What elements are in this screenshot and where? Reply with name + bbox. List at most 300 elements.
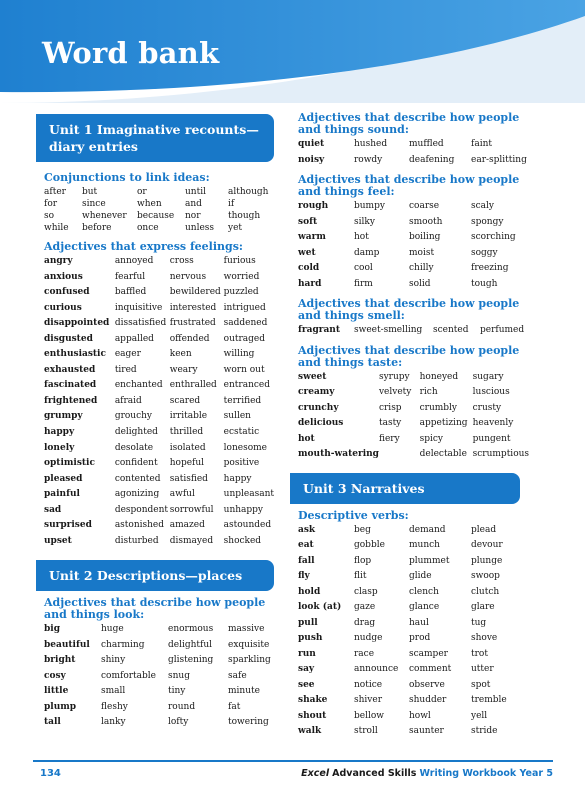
word: coarse bbox=[409, 201, 440, 211]
word: grouchy bbox=[114, 411, 153, 422]
word: yet bbox=[228, 223, 243, 233]
word: tiny bbox=[168, 686, 186, 697]
footer-book-title bbox=[301, 768, 553, 779]
word: once bbox=[137, 223, 159, 233]
word-row bbox=[44, 365, 274, 381]
word: scrumptious bbox=[472, 449, 530, 459]
taste-table bbox=[298, 372, 530, 465]
word-row bbox=[298, 248, 530, 264]
word: glide bbox=[409, 571, 432, 581]
word: unpleasant bbox=[223, 489, 274, 500]
headword: delicious bbox=[298, 418, 344, 428]
word: round bbox=[168, 701, 196, 712]
word: rowdy bbox=[354, 154, 383, 165]
footer-series: Advanced Skills bbox=[332, 768, 417, 779]
word: howl bbox=[409, 710, 431, 721]
headword: see bbox=[298, 679, 315, 690]
headword: creamy bbox=[298, 387, 335, 397]
word: towering bbox=[228, 717, 269, 728]
headword: exhausted bbox=[44, 364, 96, 375]
word-row bbox=[298, 711, 530, 727]
headword: mouth-watering bbox=[298, 449, 379, 459]
headword: crunchy bbox=[298, 402, 339, 413]
word: awful bbox=[169, 489, 195, 500]
word: huge bbox=[101, 624, 124, 635]
word: offended bbox=[169, 333, 210, 344]
word: bellow bbox=[354, 710, 384, 721]
headword: shout bbox=[298, 710, 327, 721]
word: delectable bbox=[419, 449, 467, 459]
headword: hard bbox=[298, 278, 322, 289]
word: deafening bbox=[409, 154, 455, 165]
word-row bbox=[44, 411, 274, 427]
word-row bbox=[44, 489, 274, 505]
word-row bbox=[44, 303, 274, 319]
word: despondent bbox=[114, 504, 168, 515]
word: glance bbox=[409, 602, 440, 612]
word: saunter bbox=[409, 726, 444, 736]
headword: run bbox=[298, 648, 316, 659]
word-row bbox=[298, 602, 530, 618]
word: but bbox=[82, 187, 98, 197]
word: shocked bbox=[223, 535, 262, 546]
sound-table bbox=[298, 139, 530, 170]
word: beg bbox=[354, 524, 371, 535]
headword: cosy bbox=[44, 670, 66, 681]
headword: fragrant bbox=[298, 325, 341, 335]
word-row bbox=[44, 640, 274, 656]
word-row bbox=[44, 256, 274, 272]
headword: sad bbox=[44, 504, 62, 515]
word-row bbox=[298, 325, 530, 341]
word-row bbox=[44, 443, 274, 459]
word: if bbox=[228, 199, 235, 209]
word: announce bbox=[354, 664, 399, 674]
headword: plump bbox=[44, 701, 77, 712]
headword: frightened bbox=[44, 395, 98, 406]
word: clutch bbox=[471, 586, 500, 597]
word: astounded bbox=[223, 520, 272, 531]
word-row bbox=[44, 671, 274, 687]
word: dismayed bbox=[169, 535, 214, 546]
word: tasty bbox=[378, 418, 402, 428]
headword: upset bbox=[44, 535, 72, 546]
word: honeyed bbox=[419, 371, 459, 382]
word-row bbox=[44, 624, 274, 640]
word: since bbox=[82, 199, 106, 209]
word: terrified bbox=[223, 395, 262, 406]
word: or bbox=[137, 187, 147, 197]
word: clasp bbox=[354, 586, 378, 597]
headword: rough bbox=[298, 201, 329, 211]
word-row bbox=[44, 396, 274, 412]
word: trot bbox=[471, 648, 488, 659]
left-column bbox=[44, 108, 274, 733]
word: weary bbox=[169, 364, 198, 375]
verbs-heading: Descriptive verbs: bbox=[298, 508, 409, 522]
word: race bbox=[354, 648, 375, 659]
word-row bbox=[44, 686, 274, 702]
conjunctions-heading: Conjunctions to link ideas: bbox=[44, 171, 210, 184]
headword: painful bbox=[44, 489, 80, 500]
word: lanky bbox=[101, 717, 126, 728]
headword: quiet bbox=[298, 139, 325, 149]
word: worn out bbox=[223, 364, 265, 375]
word-row bbox=[298, 726, 530, 742]
word: flit bbox=[354, 571, 367, 581]
word: muffled bbox=[409, 139, 444, 149]
word: moist bbox=[409, 247, 435, 258]
word-row bbox=[298, 633, 530, 649]
word-row bbox=[44, 505, 274, 521]
word-row bbox=[298, 387, 530, 403]
word: notice bbox=[354, 679, 383, 690]
word: yell bbox=[471, 710, 488, 721]
word: scaly bbox=[471, 201, 494, 211]
unit-2-banner: Unit 2 Descriptions—places bbox=[36, 560, 274, 591]
word: fleshy bbox=[101, 701, 128, 712]
word: silky bbox=[354, 216, 375, 227]
word: positive bbox=[223, 458, 260, 469]
word: damp bbox=[354, 247, 380, 258]
word-row bbox=[298, 403, 530, 419]
right-column bbox=[298, 112, 530, 742]
word: fearful bbox=[114, 271, 146, 282]
word: massive bbox=[228, 624, 265, 635]
headword: bright bbox=[44, 655, 76, 666]
word-row bbox=[44, 380, 274, 396]
headword: beautiful bbox=[44, 639, 90, 650]
word: after bbox=[44, 187, 66, 197]
taste-heading: Adjectives that describe how people and things taste: bbox=[298, 343, 520, 369]
headword: fall bbox=[298, 555, 315, 566]
word-row bbox=[298, 664, 530, 680]
word-row bbox=[298, 155, 530, 171]
word-row bbox=[298, 263, 530, 279]
word: nudge bbox=[354, 633, 383, 643]
headword: cold bbox=[298, 263, 320, 273]
word-row bbox=[298, 139, 530, 155]
headword: say bbox=[298, 664, 315, 674]
word: hushed bbox=[354, 139, 388, 149]
word: tremble bbox=[471, 695, 507, 705]
word: baffled bbox=[114, 287, 147, 298]
word: spot bbox=[471, 679, 491, 690]
word: smooth bbox=[409, 216, 443, 227]
word-row bbox=[44, 427, 274, 443]
word: saddened bbox=[223, 318, 268, 329]
word: heavenly bbox=[472, 418, 514, 428]
word: shiny bbox=[101, 655, 126, 666]
word: fiery bbox=[378, 433, 400, 444]
word: observe bbox=[409, 679, 445, 690]
smell-heading: Adjectives that describe how people and things smell: bbox=[298, 297, 520, 322]
word: prod bbox=[409, 633, 431, 643]
word: interested bbox=[169, 302, 217, 313]
unit-1-banner: Unit 1 Imaginative recounts—diary entries bbox=[36, 114, 274, 162]
word: plunge bbox=[471, 555, 503, 566]
word: rich bbox=[419, 387, 438, 397]
word-row bbox=[298, 279, 530, 295]
word: tug bbox=[471, 617, 487, 628]
word: bumpy bbox=[354, 201, 385, 211]
feel-texture-heading: Adjectives that describe how people and things feel: bbox=[298, 173, 520, 198]
word: munch bbox=[409, 540, 440, 550]
word-row bbox=[44, 318, 274, 334]
word: luscious bbox=[472, 387, 510, 397]
word: glare bbox=[471, 602, 495, 612]
word-row bbox=[44, 187, 274, 199]
word: cool bbox=[354, 263, 373, 273]
word: for bbox=[44, 199, 58, 209]
word: sorrowful bbox=[169, 504, 214, 515]
word: freezing bbox=[471, 263, 509, 273]
word: tough bbox=[471, 278, 498, 289]
header-banner bbox=[0, 0, 585, 104]
footer-book: Writing Workbook Year 5 bbox=[419, 768, 553, 779]
feelings-table bbox=[44, 256, 274, 551]
word-row bbox=[44, 334, 274, 350]
word: minute bbox=[228, 686, 260, 697]
footer-rule bbox=[33, 760, 553, 762]
headword: enthusiastic bbox=[44, 349, 106, 360]
word-row bbox=[44, 272, 274, 288]
headword: disgusted bbox=[44, 333, 93, 344]
word: sweet-smelling bbox=[354, 325, 423, 335]
headword: grumpy bbox=[44, 411, 83, 422]
word: flop bbox=[354, 555, 372, 566]
word: irritable bbox=[169, 411, 208, 422]
headword: pull bbox=[298, 617, 318, 628]
word: unless bbox=[185, 223, 215, 233]
word-row bbox=[298, 434, 530, 450]
word: exquisite bbox=[228, 639, 270, 650]
headword: optimistic bbox=[44, 458, 95, 469]
word: whenever bbox=[82, 211, 127, 221]
word: nor bbox=[185, 211, 201, 221]
word: before bbox=[82, 223, 112, 233]
word: comfortable bbox=[101, 670, 156, 681]
headword: wet bbox=[298, 247, 316, 258]
headword: angry bbox=[44, 256, 73, 266]
footer-brand: Excel bbox=[301, 768, 330, 779]
word-row bbox=[298, 556, 530, 572]
word: when bbox=[137, 199, 162, 209]
word: ecstatic bbox=[223, 427, 260, 438]
headword: anxious bbox=[44, 271, 83, 282]
word-row bbox=[44, 211, 274, 223]
word: isolated bbox=[169, 442, 206, 453]
word: syrupy bbox=[378, 371, 410, 382]
word: delightful bbox=[168, 639, 213, 650]
headword: disappointed bbox=[44, 318, 110, 329]
word: safe bbox=[228, 670, 247, 681]
word: amazed bbox=[169, 520, 205, 531]
word: agonizing bbox=[114, 489, 160, 500]
word: firm bbox=[354, 278, 373, 289]
word-row bbox=[44, 349, 274, 365]
word-row bbox=[44, 199, 274, 211]
word: small bbox=[101, 686, 126, 697]
word: dissatisfied bbox=[114, 318, 167, 329]
word: solid bbox=[409, 278, 431, 289]
word: snug bbox=[168, 670, 190, 681]
word: utter bbox=[471, 664, 494, 674]
headword: pleased bbox=[44, 473, 83, 484]
word: enchanted bbox=[114, 380, 163, 391]
headword: tall bbox=[44, 717, 61, 728]
word-row bbox=[298, 540, 530, 556]
headword: eat bbox=[298, 540, 314, 550]
word-row bbox=[44, 655, 274, 671]
word: charming bbox=[101, 639, 145, 650]
word: sparkling bbox=[228, 655, 271, 666]
headword: ask bbox=[298, 524, 316, 535]
word-row bbox=[298, 587, 530, 603]
word: pungent bbox=[472, 433, 511, 444]
unit-3-banner: Unit 3 Narratives bbox=[290, 473, 520, 504]
word: happy bbox=[223, 473, 252, 484]
word: haul bbox=[409, 617, 429, 628]
word: crumbly bbox=[419, 402, 458, 413]
look-table bbox=[44, 624, 274, 733]
word: shudder bbox=[409, 695, 447, 705]
word: so bbox=[44, 211, 55, 221]
sound-heading: Adjectives that describe how people and things sound: bbox=[298, 111, 520, 136]
headword: big bbox=[44, 624, 61, 635]
word: confident bbox=[114, 458, 158, 469]
smell-table bbox=[298, 325, 530, 341]
word: bewildered bbox=[169, 287, 221, 298]
word: devour bbox=[471, 540, 503, 550]
word: appalled bbox=[114, 333, 154, 344]
headword: happy bbox=[44, 427, 75, 438]
word: shove bbox=[471, 633, 498, 643]
headword: noisy bbox=[298, 154, 325, 165]
word: chilly bbox=[409, 263, 434, 273]
word: drag bbox=[354, 617, 376, 628]
headword: push bbox=[298, 633, 323, 643]
word: sugary bbox=[472, 371, 504, 382]
word: intrigued bbox=[223, 302, 266, 313]
word: enthralled bbox=[169, 380, 217, 391]
word-row bbox=[44, 702, 274, 718]
headword: soft bbox=[298, 216, 318, 227]
word: enormous bbox=[168, 624, 214, 635]
word: until bbox=[185, 187, 206, 197]
word: plead bbox=[471, 524, 497, 535]
conjunctions-table bbox=[44, 187, 274, 235]
word: ear-splitting bbox=[471, 154, 527, 165]
headword: curious bbox=[44, 302, 82, 313]
word-row bbox=[298, 695, 530, 711]
word: because bbox=[137, 211, 175, 221]
word: spongy bbox=[471, 216, 504, 227]
word: swoop bbox=[471, 571, 500, 581]
word-row bbox=[44, 474, 274, 490]
word-row bbox=[44, 520, 274, 536]
headword: hold bbox=[298, 586, 321, 597]
word: scared bbox=[169, 395, 201, 406]
feelings-heading: Adjectives that express feelings: bbox=[44, 240, 243, 253]
word-row bbox=[298, 525, 530, 541]
word: faint bbox=[471, 139, 492, 149]
word: hopeful bbox=[169, 458, 205, 469]
word: soggy bbox=[471, 247, 498, 258]
word-row bbox=[298, 618, 530, 634]
feel-texture-table bbox=[298, 201, 530, 294]
word: entranced bbox=[223, 380, 270, 391]
headword: little bbox=[44, 686, 69, 697]
word: afraid bbox=[114, 395, 142, 406]
word-row bbox=[298, 372, 530, 388]
word-row bbox=[298, 449, 530, 465]
word: disturbed bbox=[114, 535, 159, 546]
word: unhappy bbox=[223, 504, 264, 515]
word-row bbox=[44, 287, 274, 303]
word: astonished bbox=[114, 520, 165, 531]
word: tired bbox=[114, 364, 137, 375]
headword: surprised bbox=[44, 520, 92, 531]
word: fat bbox=[228, 701, 241, 712]
word-row bbox=[298, 217, 530, 233]
word: shiver bbox=[354, 695, 383, 705]
word-row bbox=[298, 649, 530, 665]
word: spicy bbox=[419, 433, 443, 444]
word-row bbox=[298, 571, 530, 587]
word: while bbox=[44, 223, 69, 233]
page-title: Word bank bbox=[42, 36, 220, 70]
word: crisp bbox=[378, 402, 402, 413]
word bbox=[379, 449, 420, 465]
word: frustrated bbox=[169, 318, 216, 329]
word: nervous bbox=[169, 271, 207, 282]
headword: warm bbox=[298, 232, 326, 242]
word: delighted bbox=[114, 427, 158, 438]
word: stroll bbox=[354, 726, 378, 736]
word: thrilled bbox=[169, 427, 204, 438]
word-row bbox=[44, 717, 274, 733]
word-row bbox=[44, 536, 274, 552]
word: worried bbox=[223, 271, 260, 282]
word-row bbox=[298, 418, 530, 434]
word: hot bbox=[354, 232, 369, 242]
word: inquisitive bbox=[114, 302, 163, 313]
headword: fly bbox=[298, 571, 310, 581]
look-heading: Adjectives that describe how people and things look: bbox=[44, 596, 266, 622]
word-row bbox=[298, 201, 530, 217]
word: comment bbox=[409, 664, 452, 674]
word: gaze bbox=[354, 602, 376, 612]
page-number: 134 bbox=[40, 768, 61, 779]
word: eager bbox=[114, 349, 141, 360]
headword: fascinated bbox=[44, 380, 97, 391]
word: although bbox=[228, 187, 269, 197]
word-row bbox=[44, 458, 274, 474]
word: boiling bbox=[409, 232, 441, 242]
word: gobble bbox=[354, 540, 385, 550]
word: crusty bbox=[472, 402, 502, 413]
word: demand bbox=[409, 524, 446, 535]
word: scorching bbox=[471, 232, 516, 242]
word: scamper bbox=[409, 648, 448, 659]
word: though bbox=[228, 211, 261, 221]
headword: lonely bbox=[44, 442, 75, 453]
headword: walk bbox=[298, 726, 322, 736]
word: furious bbox=[223, 256, 256, 266]
word: appetizing bbox=[419, 418, 468, 428]
word: clench bbox=[409, 586, 439, 597]
